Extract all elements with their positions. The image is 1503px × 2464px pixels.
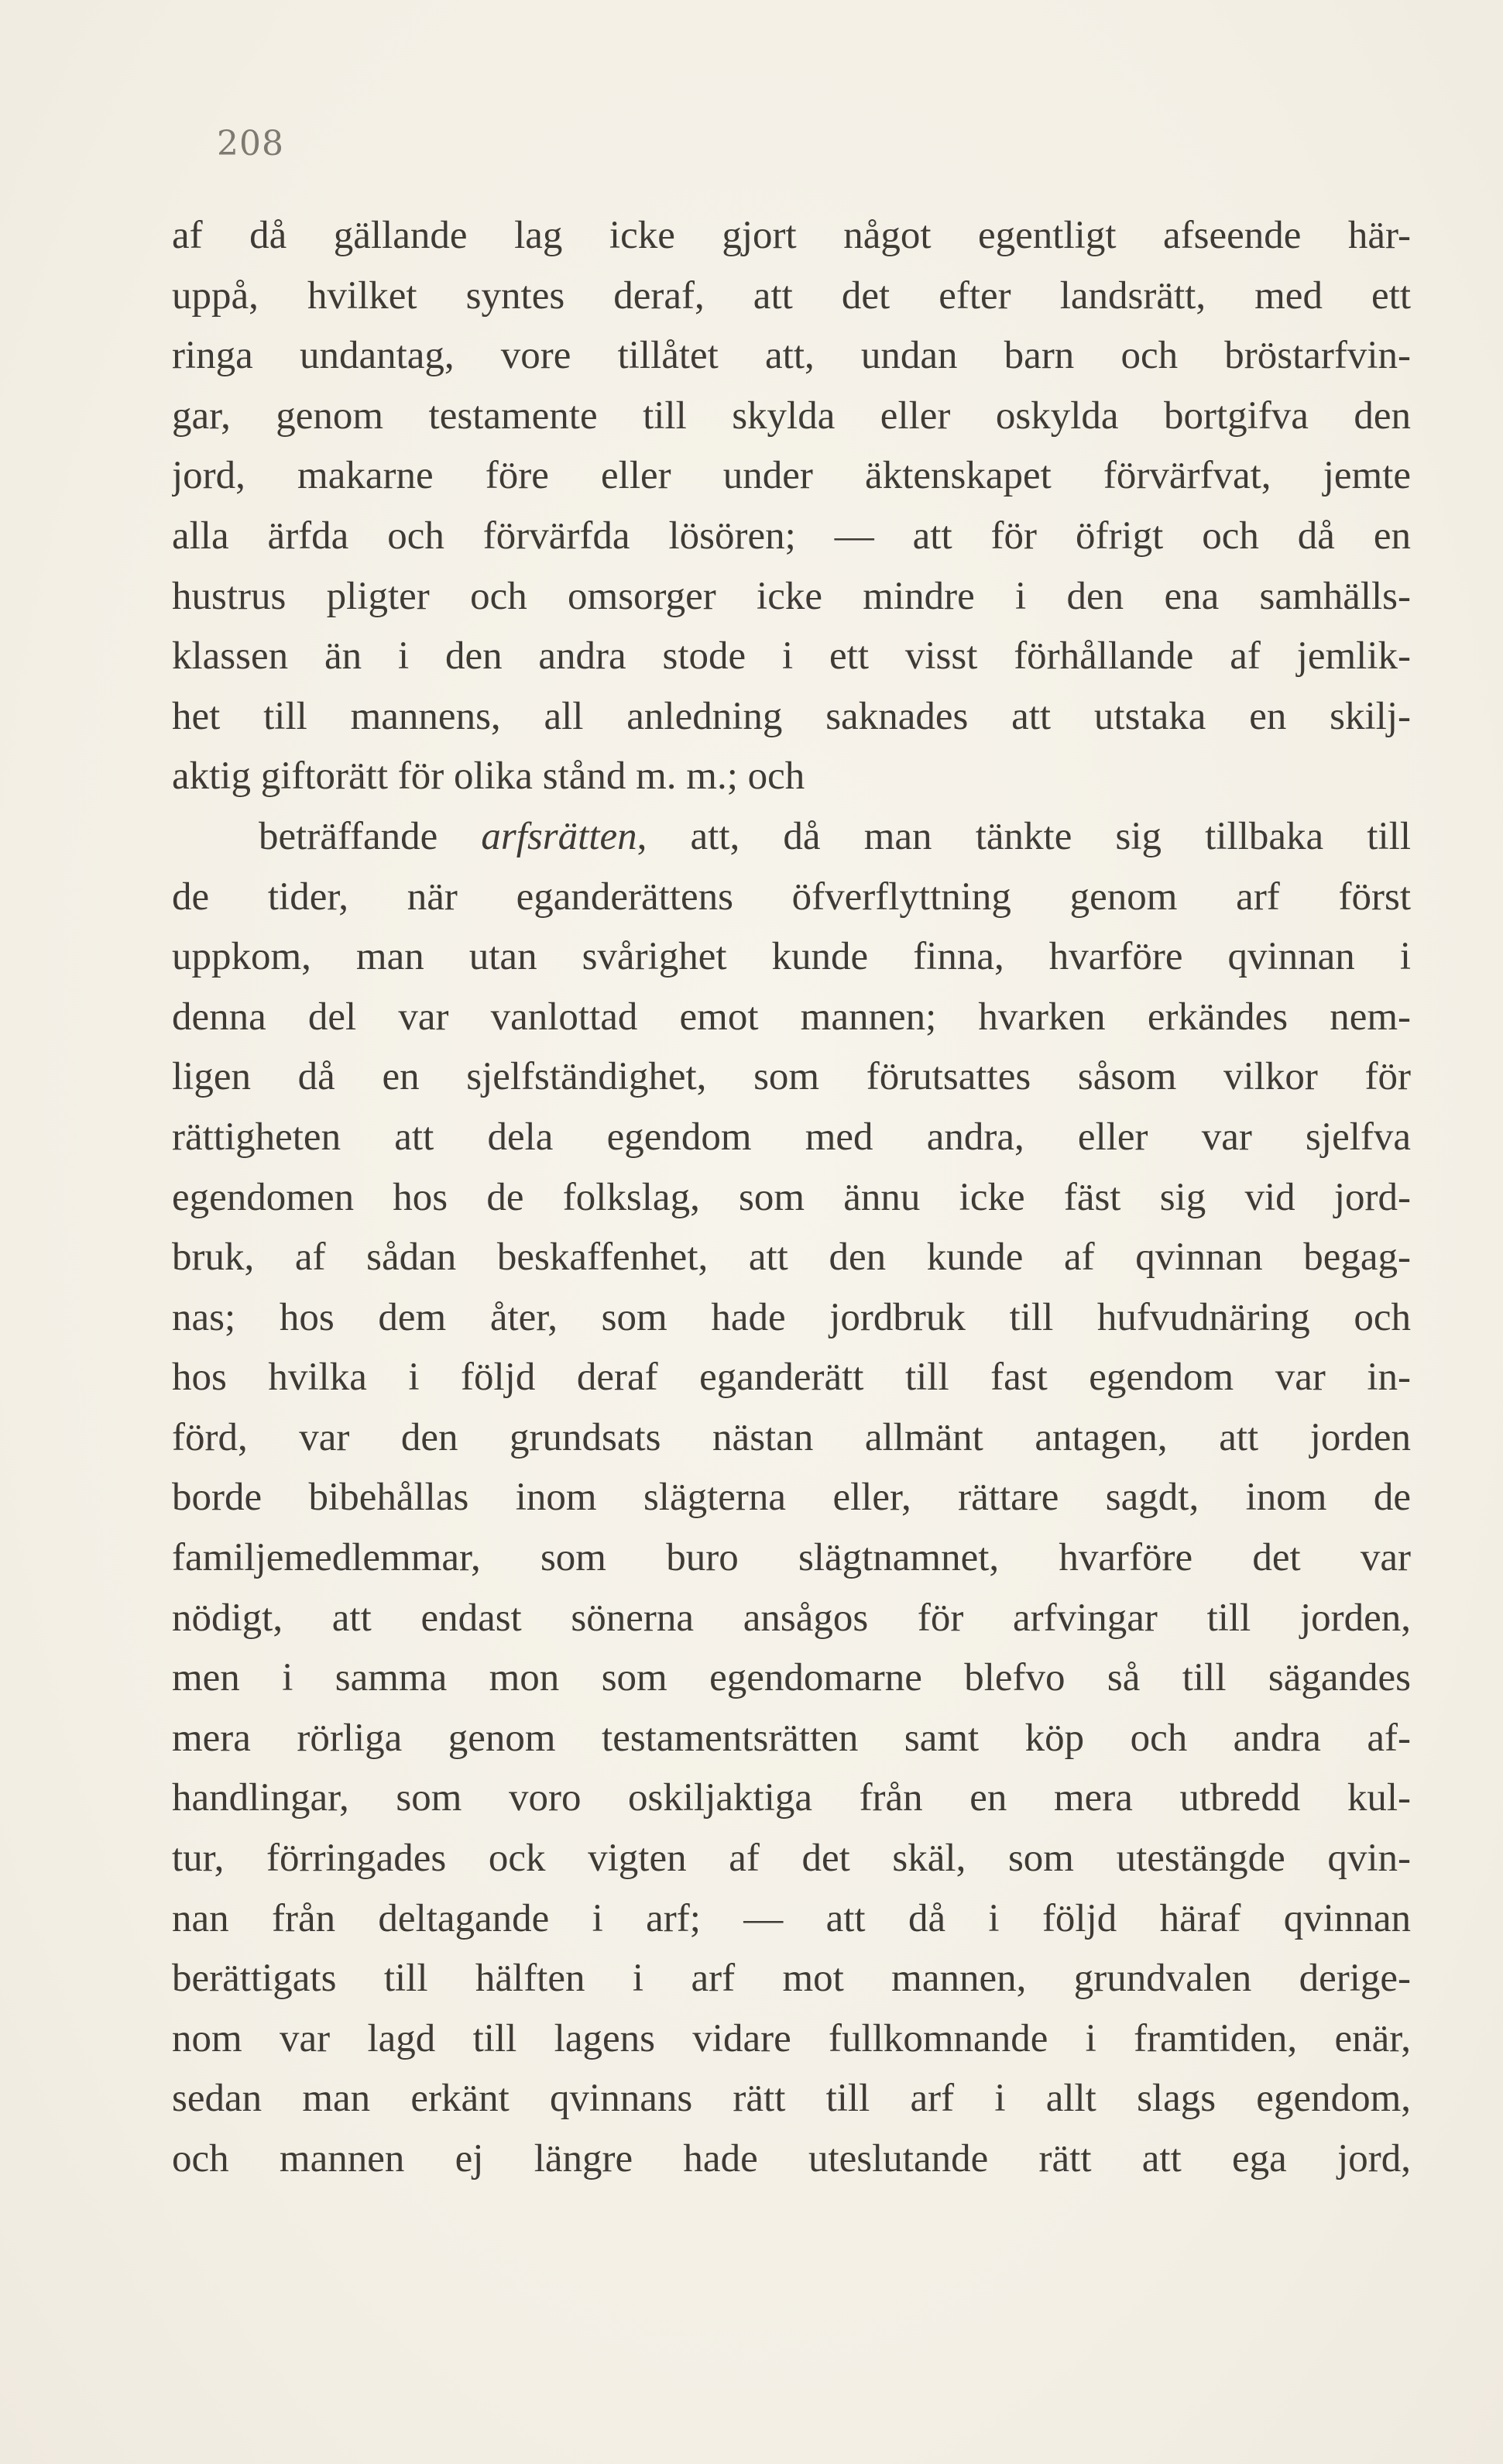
text-line: nödigt, att endast sönerna ansågos för arfvingar till jorden, (172, 1596, 1411, 1640)
body-text (172, 206, 1411, 2190)
text-line: handlingar, som voro oskiljaktiga från en mera utbredd kul- (172, 1776, 1411, 1820)
text-line: men i samma mon som egendomarne blefvo så till sägandes (172, 1656, 1411, 1700)
text-line: rättigheten att dela egendom med andra, eller var sjelfva (172, 1115, 1411, 1159)
text-line: bruk, af sådan beskaffenhet, att den kunde af qvinnan begag- (172, 1235, 1411, 1280)
text-line: het till mannens, all anledning saknades att utstaka en skilj- (172, 694, 1411, 738)
page-number: 208 (217, 124, 284, 163)
text-line: uppå, hvilket syntes deraf, att det efter landsrätt, med ett (172, 273, 1411, 318)
text-line: af då gällande lag icke gjort något egentligt afseende här- (172, 214, 1411, 257)
text-line: förd, var den grundsats nästan allmänt antagen, att jorden (172, 1415, 1411, 1459)
text-line: alla ärfda och förvärfda lösören; — att för öfrigt och då en (172, 514, 1411, 558)
text-line: nan från deltagande i arf; — att då i följd häraf qvinnan (172, 1896, 1411, 1940)
text-line: uppkom, man utan svårighet kunde finna, hvarföre qvinnan i (172, 935, 1411, 979)
text-line: ligen då en sjelfständighet, som förutsattes såsom vilkor för (172, 1055, 1411, 1099)
text-line: nas; hos dem åter, som hade jordbruk till hufvudnäring och (172, 1295, 1411, 1339)
text-line: familjemedlemmar, som buro slägtnamnet, hvarföre det var (172, 1536, 1411, 1580)
text-line: gar, genom testamente till skylda eller oskylda bortgifva den (172, 393, 1411, 438)
italic-term: arfsrätten (481, 814, 637, 858)
text-line: tur, förringades ock vigten af det skäl, som utestängde qvin- (172, 1837, 1411, 1881)
text-line: aktig giftorätt för olika stånd m. m.; och (172, 754, 805, 799)
text-line: hustrus pligter och omsorger icke mindre i den ena samhälls- (172, 574, 1411, 618)
text-line: mera rörliga genom testamentsrätten samt köp och andra af- (172, 1716, 1411, 1760)
text-line: nom var lagd till lagens vidare fullkomnande i framtiden, enär, (172, 2016, 1411, 2060)
text-line: egendomen hos de folkslag, som ännu icke fäst sig vid jord- (172, 1175, 1411, 1219)
text-line: jord, makarne före eller under äktenskapet förvärfvat, jemte (172, 454, 1411, 498)
text-line: klassen än i den andra stode i ett visst förhållande af jemlik- (172, 634, 1411, 679)
text-line: hos hvilka i följd deraf eganderätt till fast egendom var in- (172, 1356, 1411, 1400)
text-line: borde bibehållas inom slägterna eller, rättare sagdt, inom de (172, 1476, 1411, 1520)
text-line: de tider, när eganderättens öfverflyttning genom arf först (172, 875, 1411, 919)
text-line: ringa undantag, vore tillåtet att, undan barn och bröstarfvin- (172, 334, 1411, 378)
text-line: och mannen ej längre hade uteslutande rätt att ega jord, (172, 2137, 1411, 2180)
text-line: sedan man erkänt qvinnans rätt till arf i allt slags egendom, (172, 2077, 1411, 2121)
text-line: berättigats till hälften i arf mot mannen, grundvalen derige- (172, 1957, 1411, 2001)
text-line: beträffande arfsrätten, att, då man tänkte sig tillbaka till (259, 814, 1411, 858)
text-line: denna del var vanlottad emot mannen; hvarken erkändes nem- (172, 995, 1411, 1039)
